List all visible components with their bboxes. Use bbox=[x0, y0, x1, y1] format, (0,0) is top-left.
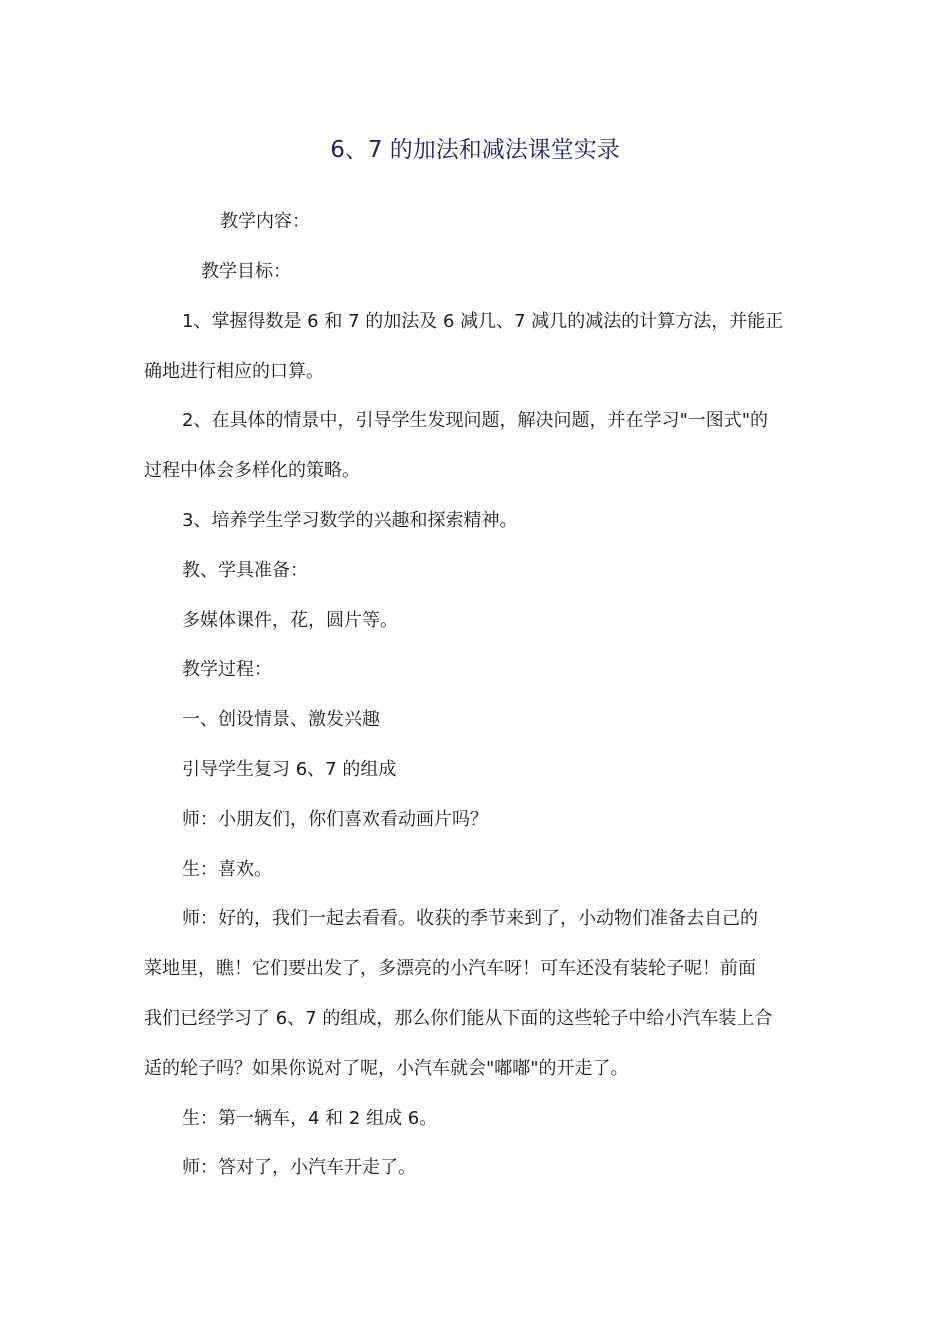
goal-1-line-2: 确地进行相应的口算。 bbox=[144, 361, 324, 382]
dialogue-teacher-2-line-4: 适的轮子吗？如果你说对了呢，小汽车就会"嘟嘟"的开走了。 bbox=[144, 1058, 629, 1079]
materials-heading: 教、学具准备： bbox=[182, 560, 308, 581]
document-title: 6、7 的加法和减法课堂实录 bbox=[330, 137, 620, 163]
dialogue-student-1: 生：喜欢。 bbox=[182, 859, 272, 880]
dialogue-teacher-2-line-3: 我们已经学习了 6、7 的组成，那么你们能从下面的这些轮子中给小汽车装上合 bbox=[144, 1008, 773, 1029]
dialogue-student-2: 生：第一辆车，4 和 2 组成 6。 bbox=[182, 1108, 438, 1129]
dialogue-teacher-1: 师：小朋友们，你们喜欢看动画片吗？ bbox=[182, 809, 488, 830]
review-instruction: 引导学生复习 6、7 的组成 bbox=[182, 759, 397, 780]
goal-1-line-1: 1、掌握得数是 6 和 7 的加法及 6 减几、7 减几的减法的计算方法，并能正 bbox=[182, 311, 784, 332]
goal-2-line-1: 2、在具体的情景中，引导学生发现问题，解决问题，并在学习"一图式"的 bbox=[182, 410, 769, 431]
goal-3: 3、培养学生学习数学的兴趣和探索精神。 bbox=[182, 510, 518, 531]
dialogue-teacher-2-line-1: 师：好的，我们一起去看看。收获的季节来到了，小动物们准备去自己的 bbox=[182, 908, 758, 929]
section-1-heading: 一、创设情景、激发兴趣 bbox=[182, 709, 380, 730]
process-heading: 教学过程： bbox=[182, 659, 272, 680]
teaching-goals-heading: 教学目标： bbox=[201, 261, 291, 282]
dialogue-teacher-3: 师：答对了，小汽车开走了。 bbox=[182, 1157, 416, 1178]
teaching-content-heading: 教学内容： bbox=[220, 211, 310, 232]
dialogue-teacher-2-line-2: 菜地里，瞧！它们要出发了，多漂亮的小汽车呀！可车还没有装轮子呢！前面 bbox=[144, 958, 756, 979]
goal-2-line-2: 过程中体会多样化的策略。 bbox=[144, 460, 360, 481]
materials-list: 多媒体课件，花，圆片等。 bbox=[182, 610, 398, 631]
